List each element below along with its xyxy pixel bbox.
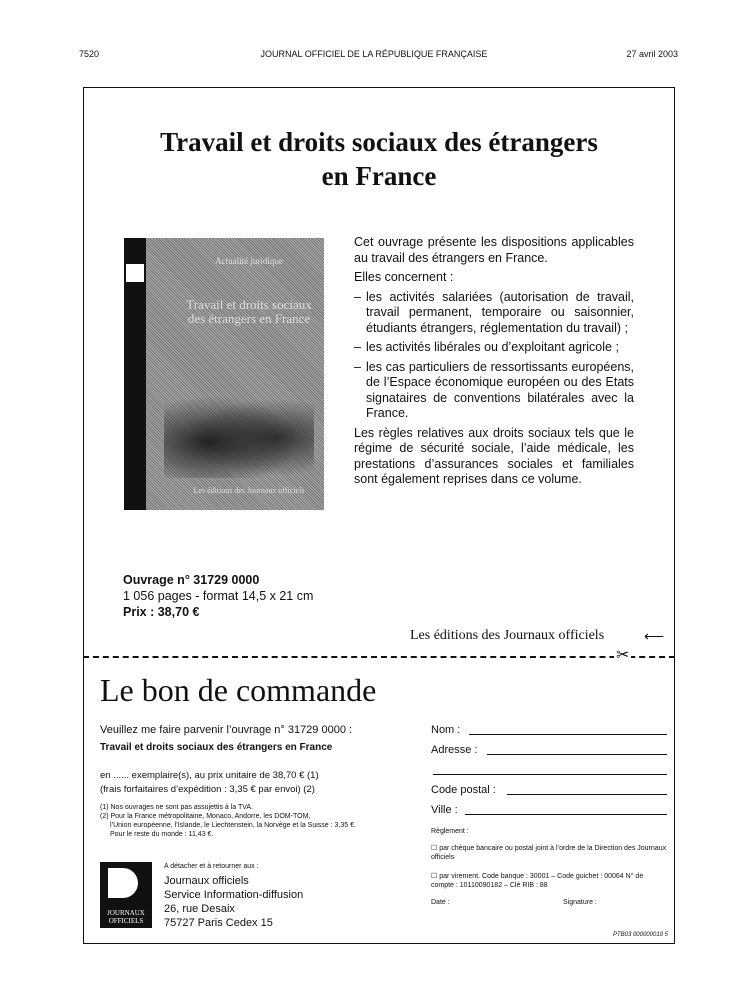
date-label: Date : — [431, 899, 450, 906]
code-postal-label: Code postal : — [431, 784, 496, 796]
code-postal-field[interactable] — [431, 783, 667, 803]
ville-field[interactable] — [431, 803, 667, 823]
payment-transfer[interactable]: ☐ par virement. Code banque : 30001 – Code guichet : 00064 N° de compte : 10110090182 – Clé RIB : 88 — [431, 873, 644, 889]
adresse-line-2[interactable] — [431, 763, 667, 783]
desc-list — [354, 290, 634, 422]
book-cover — [124, 238, 324, 510]
address-line: Journaux officiels — [164, 875, 249, 887]
product-pages: 1 056 pages - format 14,5 x 21 cm — [123, 589, 314, 603]
date-signature-row — [431, 898, 667, 907]
address-line: 75727 Paris Cedex 15 — [164, 917, 273, 929]
arrow-left-icon: ⟵ — [644, 628, 665, 644]
nom-field[interactable] — [431, 723, 667, 743]
product-price: Prix : 38,70 € — [123, 605, 200, 619]
order-heading: Le bon de commande — [100, 672, 377, 708]
ville-label: Ville : — [431, 804, 458, 816]
cover-footer: Les éditions des Journaux officiels — [193, 486, 305, 495]
adresse-line2[interactable] — [433, 774, 667, 775]
product-number: Ouvrage n° 31729 0000 — [123, 573, 260, 587]
cut-line — [83, 656, 675, 658]
order-quantity[interactable]: en ...... exemplaire(s), au prix unitaire de 38,70 € (1) — [100, 770, 319, 781]
payment-cheque[interactable]: ☐ par chèque bancaire ou postal joint à l’ordre de la Direction des Journaux officiels — [431, 845, 667, 861]
publisher-line: Les éditions des Journaux officiels — [410, 628, 605, 643]
code-postal-line[interactable] — [507, 794, 667, 795]
adresse-label: Adresse : — [431, 744, 478, 756]
cover-series: Actualité juridique — [215, 256, 283, 266]
desc-item: – les cas particuliers de ressortissants européens, de l’Espace économique européen ou des Etats signataires de conventions bilatérales avec la France. — [354, 360, 634, 422]
cover-title: Travail et droits sociaux des étrangers en France — [186, 297, 312, 326]
address-line: Service Information-diffusion — [164, 889, 304, 901]
scissors-icon: ✂ — [616, 647, 630, 664]
logo-mark — [108, 868, 138, 898]
logo-text: JOURNAUX OFFICIELS — [107, 909, 145, 925]
ville-line[interactable] — [465, 814, 667, 815]
cover-logo — [126, 264, 144, 282]
product-info — [123, 572, 313, 620]
page-title: Travail et droits sociaux des étrangers — [160, 127, 598, 157]
order-form-right — [431, 723, 667, 907]
page-number: 7520 — [79, 49, 100, 59]
address-line: 26, rue Desaix — [164, 903, 235, 915]
return-address — [164, 862, 303, 930]
desc-intro: Cet ouvrage présente les dispositions applicables au travail des étrangers en France. — [354, 235, 634, 265]
order-shipping: (frais forfaitaires d’expédition : 3,35 € par envoi) (2) — [100, 784, 315, 795]
adresse-field[interactable] — [431, 743, 667, 763]
footnote-1: (1) Nos ouvrages ne sont pas assujettis à la TVA. — [100, 804, 254, 811]
journal-title: JOURNAL OFFICIEL DE LA RÉPUBLIQUE FRANÇAISE — [260, 49, 488, 59]
page-title-line2: en France — [321, 161, 437, 191]
reglement-label: Règlement : — [431, 828, 469, 835]
footnote-2c: Pour le reste du monde : 11,43 €. — [110, 831, 214, 838]
order-form-left — [100, 723, 410, 839]
order-request: Veuillez me faire parvenir l’ouvrage n° 31729 0000 : — [100, 724, 353, 736]
nom-label: Nom : — [431, 724, 461, 736]
desc-concern: Elles concernent : — [354, 270, 454, 284]
reference-code: PTB03 000000010 5 — [612, 932, 668, 938]
signature-label: Signature : — [563, 899, 597, 906]
header-date: 27 avril 2003 — [626, 49, 678, 59]
order-book-title: Travail et droits sociaux des étrangers en France — [100, 742, 333, 753]
desc-closing: Les règles relatives aux droits sociaux tels que le régime de sécurité sociale, l’aide médicale, les prestations d’assurances sociales et familiales sont également reprises dans ce volume. — [354, 425, 634, 486]
cover-photo — [164, 388, 314, 478]
desc-item: – les activités salariées (autorisation de travail, travail permanent, temporaire ou saisonnier, étudiants étrangers, réglementation du travail) ; — [354, 290, 634, 337]
adresse-line[interactable] — [487, 754, 667, 755]
desc-item: – les activités libérales ou d’exploitant agricole ; — [354, 340, 634, 356]
journaux-officiels-logo — [100, 862, 152, 928]
footnote-2: (2) Pour la France métropolitaine, Monaco, Andorre, les DOM-TOM, — [100, 813, 311, 820]
footnote-2b: l’Union européenne, l’Islande, le Liechtenstein, la Norvège et la Suisse : 3,35 €. — [110, 822, 356, 829]
book-description — [354, 235, 634, 492]
detach-note: A détacher et à retourner aux : — [164, 863, 259, 870]
nom-line[interactable] — [469, 734, 667, 735]
